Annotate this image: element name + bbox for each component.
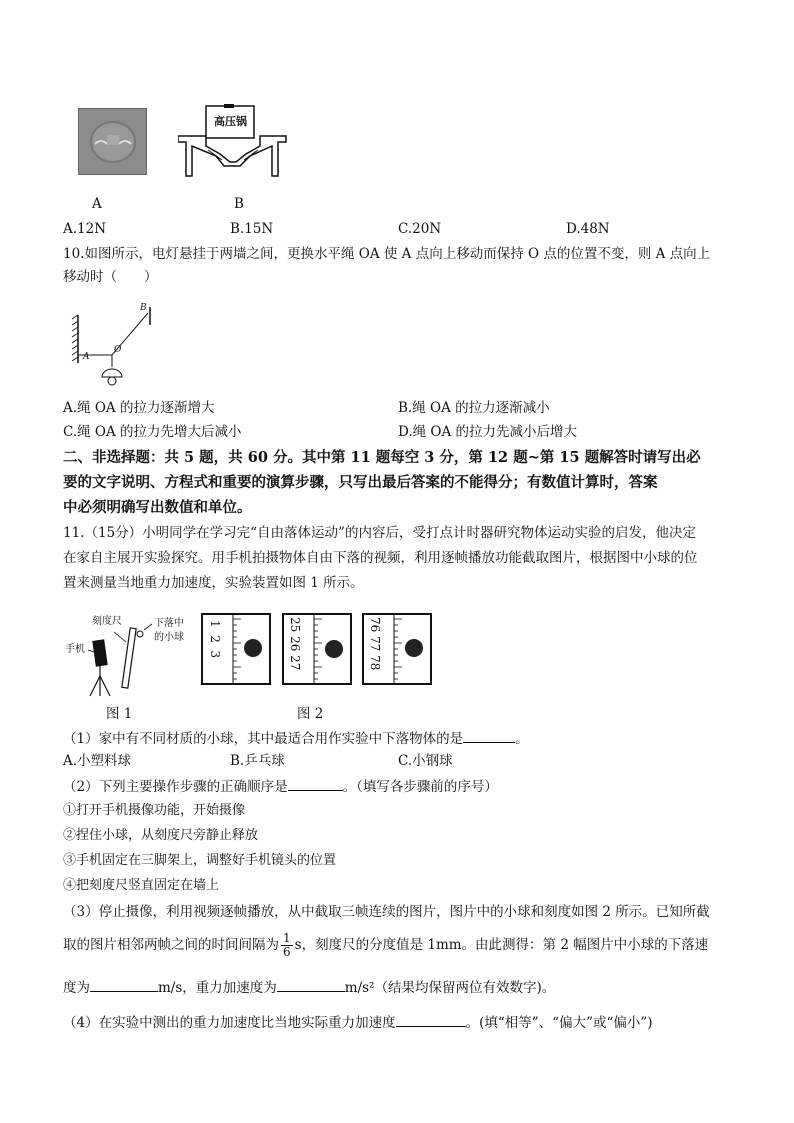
q10-fig-label-o: O xyxy=(114,345,122,355)
q11-intro-line1: 11.（15分）小明同学在学习完“自由落体运动”的内容后，受打点计时器研究物体运动实验的启发，他决定 xyxy=(63,525,696,541)
q11-part1-option-a: A.小塑料球 xyxy=(63,753,132,769)
figure-b-text: 高压锅 xyxy=(214,115,247,128)
q11-part3-line3-c: m/s²（结果均保留两位有效数字)。 xyxy=(344,980,556,996)
q9-option-b: B.15N xyxy=(230,221,274,237)
q11-part1-blank[interactable] xyxy=(463,728,515,743)
q11-part3-line2-a: 取的图片相邻两帧之间的时间间隔为 xyxy=(63,937,279,953)
q9-option-d: D.48N xyxy=(566,221,610,237)
q11-part1 xyxy=(63,728,529,748)
figure-a-image xyxy=(79,109,146,174)
q11-step-1: ①打开手机摄像功能，开始摄像 xyxy=(63,803,246,818)
q11-step-2: ②捏住小球，从刻度尺旁静止释放 xyxy=(63,828,259,843)
q9-option-c: C.20N xyxy=(398,221,442,237)
section2-heading-line3: 中必须明确写出数值和单位。 xyxy=(63,499,252,516)
q10-fig-label-a: A xyxy=(83,352,90,362)
fig1-ball-label-2: 的小球 xyxy=(154,632,184,643)
q11-intro-line3: 置来测量当地重力加速度，实验装置如图 1 所示。 xyxy=(63,575,364,591)
fig1-phone-label: 手机 xyxy=(65,644,85,655)
q10-option-c: C.绳 OA 的拉力先增大后减小 xyxy=(63,424,242,440)
figure-2-caption: 图 2 xyxy=(297,706,324,722)
q11-intro-line2: 在家自主展开实验探究。用手机拍摄物体自由下落的视频，利用逐帧播放功能截取图片，根据图中小球的位 xyxy=(63,550,698,566)
q10-stem-line2: 移动时（ ） xyxy=(63,269,158,285)
q10-option-a: A.绳 OA 的拉力逐渐增大 xyxy=(63,400,215,416)
gravity-blank[interactable] xyxy=(277,977,345,992)
fig1-ruler-label: 刻度尺 xyxy=(92,616,122,627)
q11-part3-line3 xyxy=(63,977,555,997)
q11-part4-blank[interactable] xyxy=(396,1012,466,1027)
q10-option-b: B.绳 OA 的拉力逐渐减小 xyxy=(398,400,550,416)
q11-part3-line3-b: m/s，重力加速度为 xyxy=(158,980,277,996)
q11-part4 xyxy=(63,1012,653,1032)
q11-part2 xyxy=(63,776,498,796)
q11-part3-line1: （3）停止摄像，利用视频逐帧播放，从中截取三帧连续的图片，图片中的小球和刻度如图 2 所示。已知所截 xyxy=(63,904,710,920)
q11-part1-text: （1）家中有不同材质的小球，其中最适合用作实验中下落物体的是 xyxy=(63,731,464,747)
q11-part4-text: （4）在实验中测出的重力加速度比当地实际重力加速度 xyxy=(63,1015,396,1031)
section2-heading-line1: 二、非选择题：共 5 题，共 60 分。其中第 11 题每空 3 分，第 12 题~第 15 题解答时请写出必 xyxy=(63,449,701,466)
q11-part2-blank[interactable] xyxy=(288,776,343,791)
q11-part4-end: 。(填“相等”、“偏大”或“偏小”) xyxy=(465,1015,653,1031)
q10-stem-line1: 10.如图所示，电灯悬挂于两墙之间，更换水平绳 OA 使 A 点向上移动而保持 O 点的位置不变，则 A 点向上 xyxy=(63,246,711,262)
q11-part1-option-c: C.小钢球 xyxy=(398,753,453,769)
q11-part3-line2-b: s，刻度尺的分度值是 1mm。由此测得：第 2 幅图片中小球的下落速 xyxy=(294,937,709,953)
q10-option-d: D.绳 OA 的拉力先减小后增大 xyxy=(398,424,578,440)
q11-part3-line2 xyxy=(63,932,708,959)
q10-fig-label-b: B xyxy=(140,303,147,313)
q9-option-a: A.12N xyxy=(63,221,107,237)
q11-part1-end: 。 xyxy=(515,731,529,747)
figure-2-frame-2-ticks: 25 26 27 xyxy=(288,617,302,671)
section2-heading-line2: 要的文字说明、方程式和重要的演算步骤，只写出最后答案的不能得分；有数值计算时，答案 xyxy=(63,474,658,491)
q11-part3-line3-a: 度为 xyxy=(63,980,90,996)
velocity-blank[interactable] xyxy=(90,977,158,992)
figure-1-caption: 图 1 xyxy=(106,706,133,722)
fraction-numerator: 1 xyxy=(283,931,291,945)
q11-step-4: ④把刻度尺竖直固定在墙上 xyxy=(63,878,220,893)
fig1-ball-label-1: 下落中 xyxy=(154,618,184,629)
q11-part2-text: （2）下列主要操作步骤的正确顺序是 xyxy=(63,779,288,795)
q10-figure xyxy=(68,305,158,390)
fraction-denominator: 6 xyxy=(283,945,291,959)
figure-b-label: B xyxy=(234,196,244,212)
time-interval-fraction xyxy=(281,932,293,959)
figure-a-label: A xyxy=(92,196,102,212)
figure-2-frame-3-ticks: 76 77 78 xyxy=(368,617,382,671)
q11-part1-option-b: B.乒乓球 xyxy=(230,753,285,769)
figure-2-frame-1-ticks: 1 2 3 xyxy=(208,620,222,659)
q11-step-3: ③手机固定在三脚架上，调整好手机镜头的位置 xyxy=(63,853,337,868)
figure-a-photo xyxy=(78,108,147,175)
q11-part2-end: 。（填写各步骤前的序号） xyxy=(342,779,498,795)
